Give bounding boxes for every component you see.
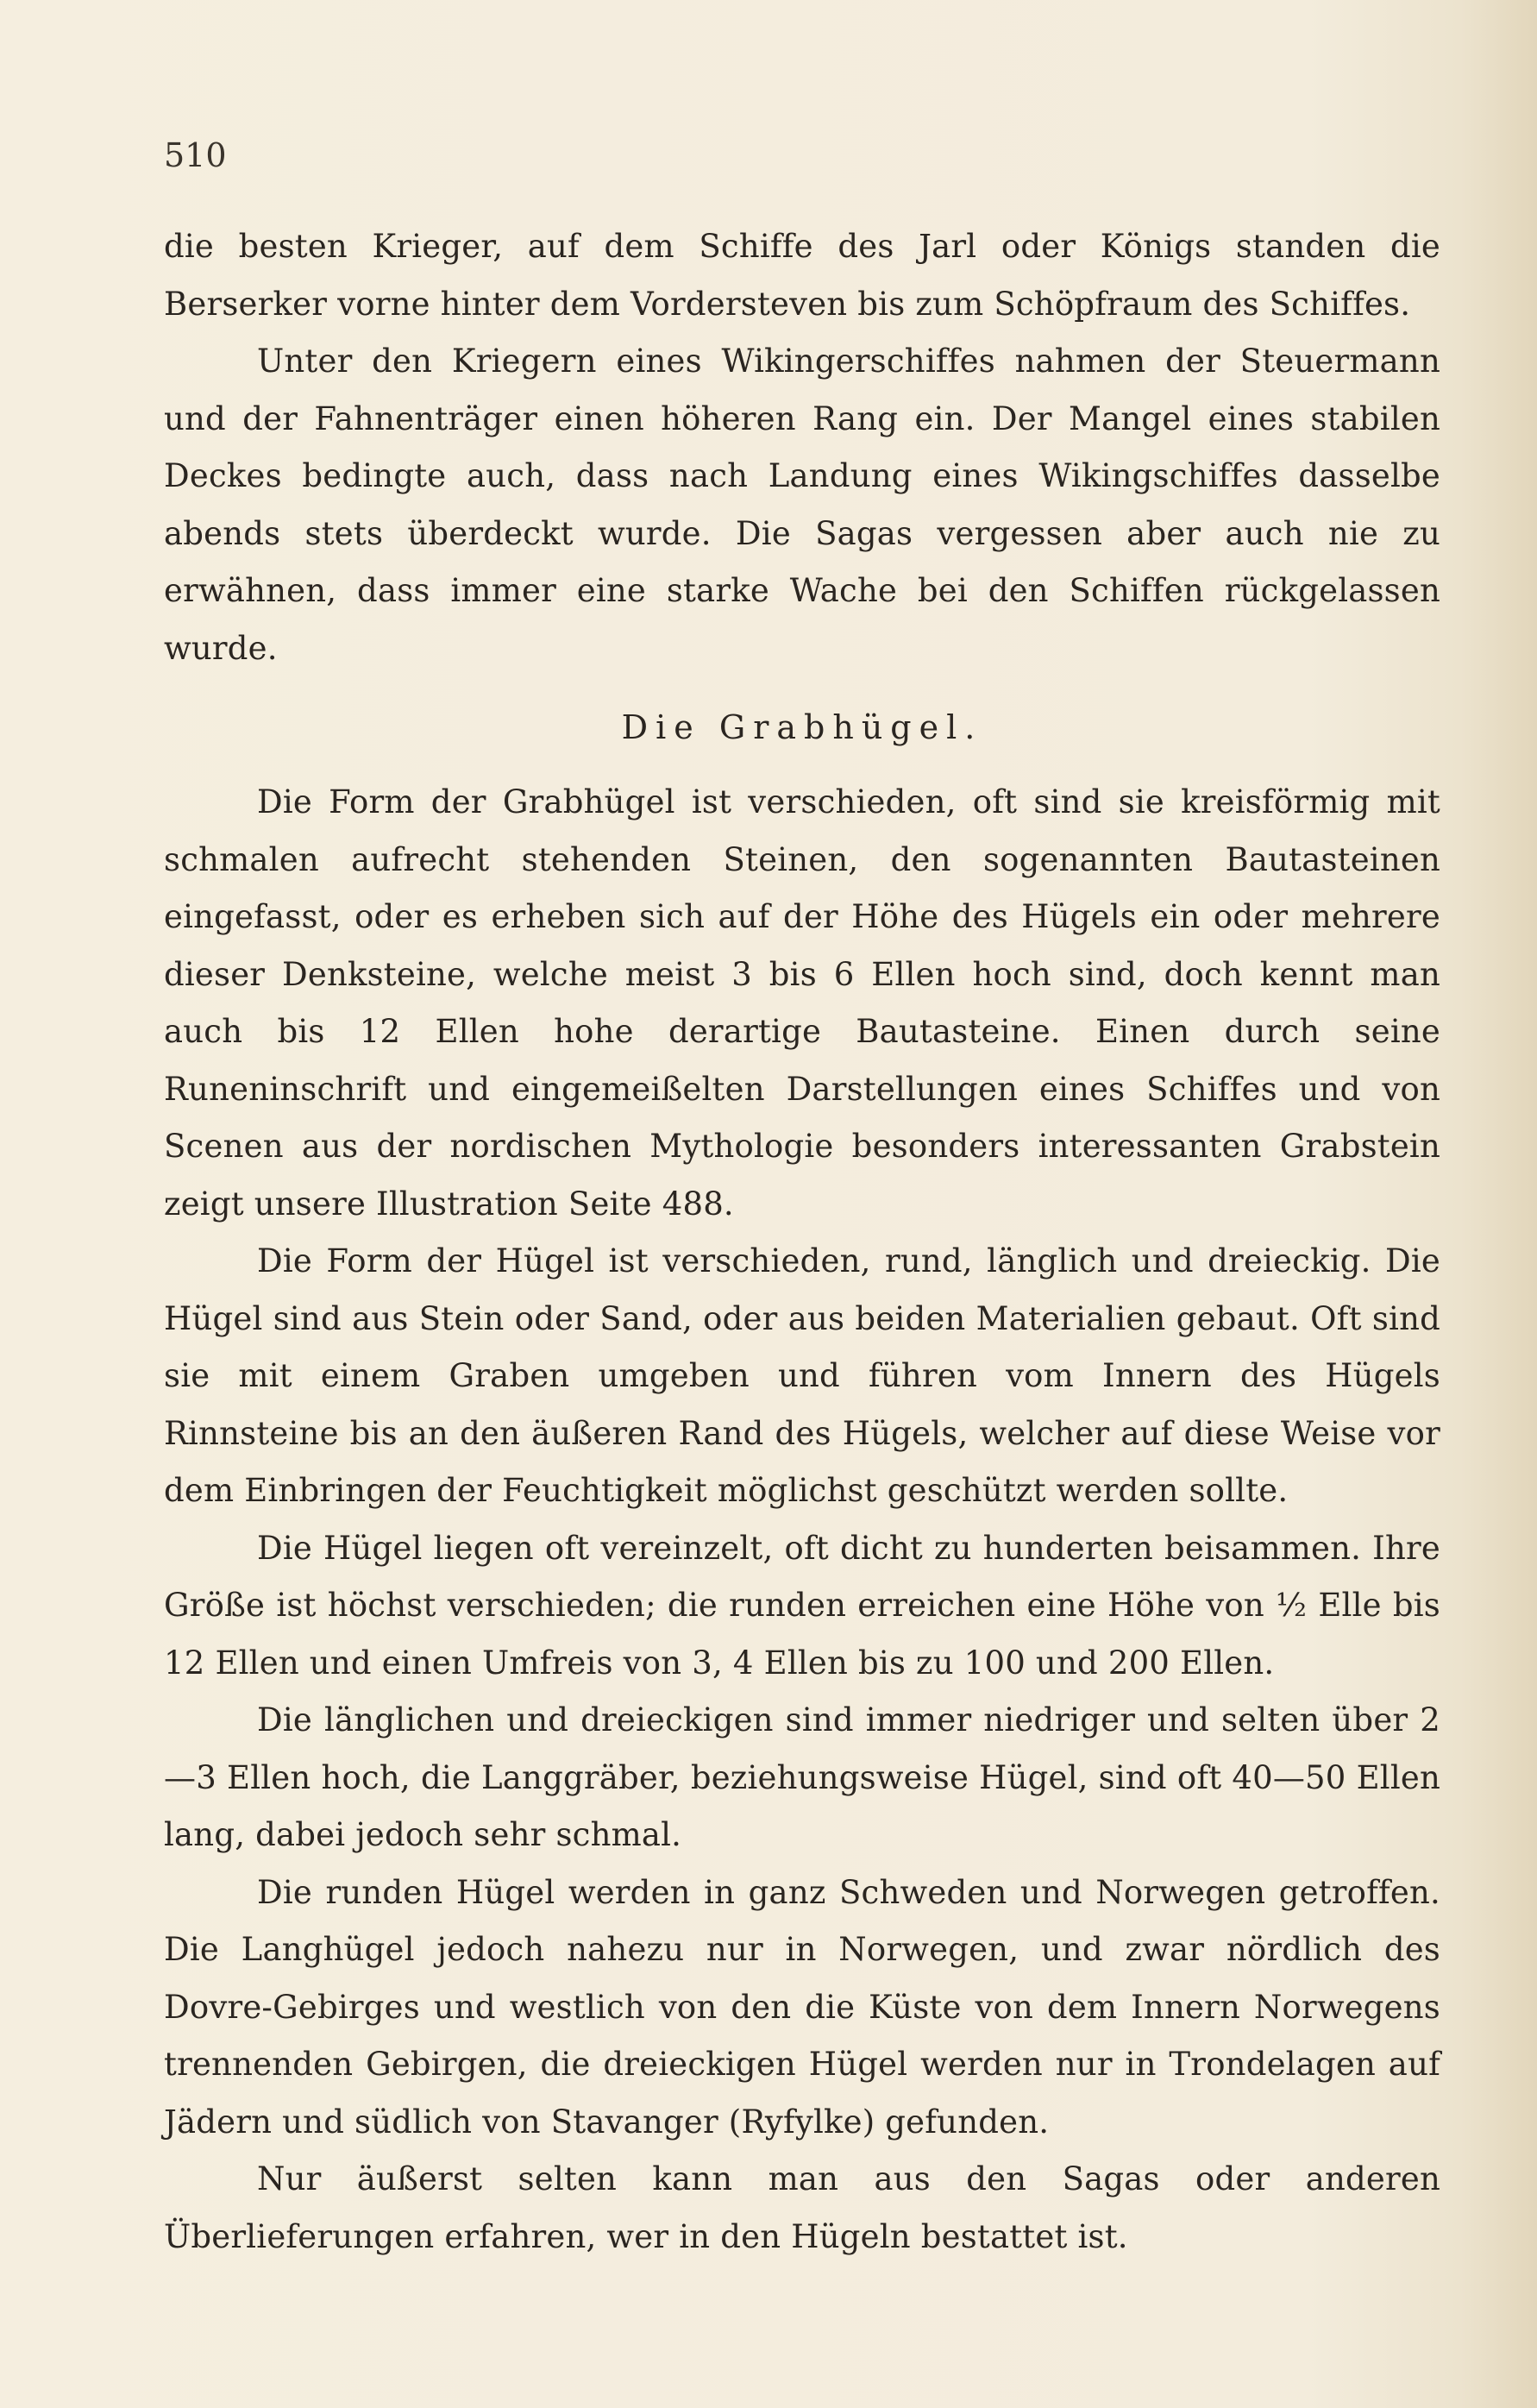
- paragraph: Die länglichen und dreieckigen sind immer niedriger und selten über 2—3 Ellen hoch, die Langgräber, beziehungsweise Hügel, sind oft 40—50 Ellen lang, dabei jedoch sehr schmal.: [164, 1701, 1440, 1853]
- paragraph: Die Hügel liegen oft vereinzelt, oft dicht zu hunderten beisammen. Ihre Größe ist höchst verschieden; die runden erreichen eine Höhe von ½ Elle bis 12 Ellen und einen Umfreis von 3, 4 Ellen bis zu 100 und 200 Ellen.: [164, 1529, 1440, 1682]
- section-heading: Die Grabhügel.: [621, 708, 983, 746]
- paragraph: Unter den Kriegern eines Wikingerschiffes nahmen der Steuermann und der Fahnenträger einen höheren Rang ein. Der Mangel eines stabilen Deckes bedingte auch, dass nach Landung eines Wikingschiffes dasselbe abends stets überdeckt wurde. Die Sagas vergessen aber auch nie zu erwähnen, dass immer eine starke Wache bei den Schiffen rückgelassen wurde.: [164, 343, 1440, 667]
- page-content: [164, 134, 1440, 2266]
- paragraph: Die Form der Grabhügel ist verschieden, oft sind sie kreisförmig mit schmalen aufrecht stehenden Steinen, den sogenannten Bautasteinen eingefasst, oder es erheben sich auf der Höhe des Hügels ein oder mehrere dieser Denksteine, welche meist 3 bis 6 Ellen hoch sind, doch kennt man auch bis 12 Ellen hohe derartige Bautasteine. Einen durch seine Runeninschrift und eingemeißelten Darstellungen eines Schiffes und von Scenen aus der nordischen Mythologie besonders interessanten Grabstein zeigt unsere Illustration Seite 488.: [164, 783, 1440, 1223]
- paragraph: Die runden Hügel werden in ganz Schweden und Norwegen getroffen. Die Langhügel jedoch nahezu nur in Norwegen, und zwar nördlich des Dovre-Gebirges und westlich von den die Küste von dem Innern Norwegens trennenden Gebirgen, die dreieckigen Hügel werden nur in Trondelagen auf Jädern und südlich von Stavanger (Ryfylke) gefunden.: [164, 1873, 1440, 2141]
- paragraph: Die Form der Hügel ist verschieden, rund, länglich und dreieckig. Die Hügel sind aus Stein oder Sand, oder aus beiden Materialien gebaut. Oft sind sie mit einem Graben umgeben und führen vom Innern des Hügels Rinnsteine bis an den äußeren Rand des Hügels, welcher auf diese Weise vor dem Einbringen der Feuchtigkeit möglichst geschützt werden sollte.: [164, 1242, 1440, 1509]
- paragraph: Nur äußerst selten kann man aus den Sagas oder anderen Überlieferungen erfahren, wer in den Hügeln bestattet ist.: [164, 2160, 1440, 2255]
- paragraph-continuation: die besten Krieger, auf dem Schiffe des Jarl oder Königs standen die Berserker vorne hinter dem Vordersteven bis zum Schöpfraum des Schiffes.: [164, 228, 1440, 323]
- page-number: 510: [164, 136, 227, 174]
